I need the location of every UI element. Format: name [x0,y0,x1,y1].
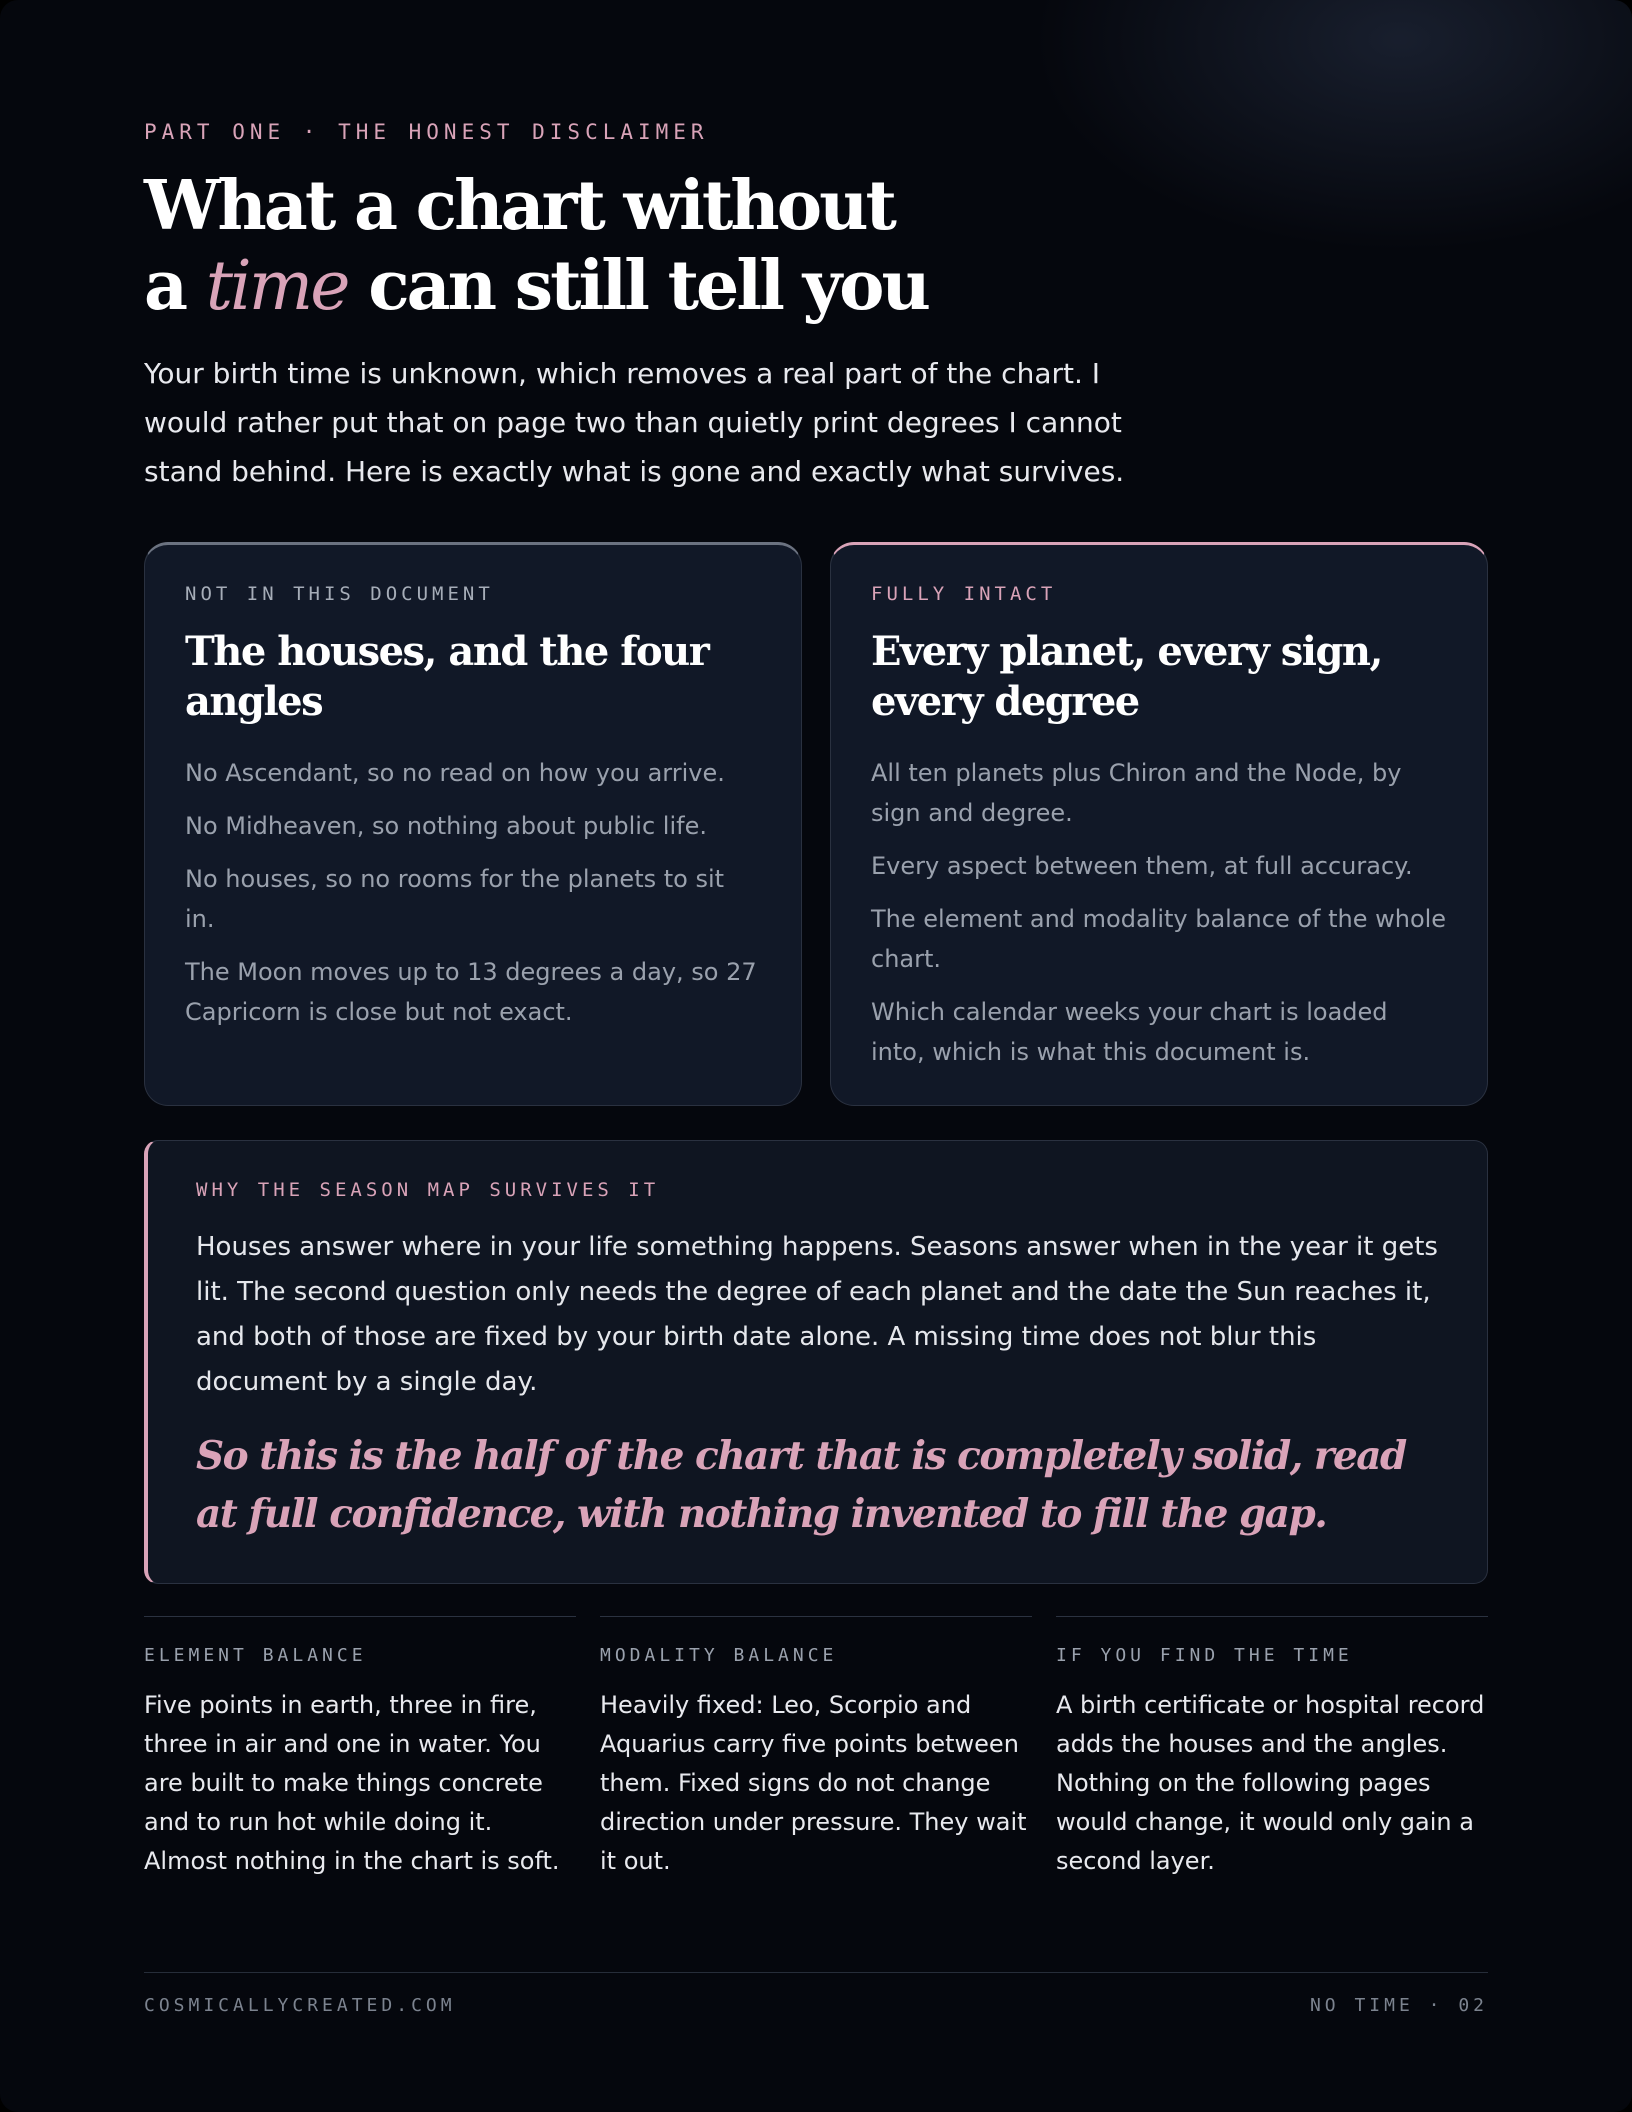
missing-card-label: NOT IN THIS DOCUMENT [185,583,494,605]
footer-page-number: NO TIME · 02 [1309,1995,1488,2016]
find-time-column [1056,1616,1488,1881]
column-text: Five points in earth, three in fire, three in air and one in water. You are built to make things concrete and to run hot while doing it. Almost nothing in the chart is soft. [144,1691,560,1875]
missing-card [144,542,802,1106]
title-line-1: What a chart without [144,166,894,246]
callout-pull-quote: So this is the half of the chart that is completely solid, read at full confidence, with nothing invented to fill the gap. [196,1433,1406,1537]
missing-item: No Midheaven, so nothing about public life. [185,812,707,840]
intact-card-label: FULLY INTACT [871,583,1057,605]
comparison-cards [144,542,1488,1106]
column-text: A birth certificate or hospital record adds the houses and the angles. Nothing on the following pages would change, it would only gain a second layer. [1056,1691,1485,1875]
modality-balance-column [600,1616,1032,1881]
intact-item: Every aspect between them, at full accuracy. [871,852,1413,880]
missing-card-title: The houses, and the four angles [185,628,709,725]
intact-item: Which calendar weeks your chart is loaded into, which is what this document is. [871,998,1388,1066]
missing-item: No Ascendant, so no read on how you arrive. [185,759,725,787]
intact-card [830,542,1488,1106]
callout-label: WHY THE SEASON MAP SURVIVES IT [196,1179,660,1201]
section-eyebrow: PART ONE · THE HONEST DISCLAIMER [144,120,709,144]
column-label: ELEMENT BALANCE [144,1645,367,1666]
page-footer [144,1972,1488,2016]
callout-body: Houses answer where in your life something happens. Seasons answer when in the year it gets lit. The second question only needs the degree of each planet and the date the Sun reaches it, and both of those are fixed by your birth date alone. A missing time does not blur this document by a single day. [196,1232,1438,1397]
intact-item: The element and modality balance of the whole chart. [871,905,1447,973]
element-balance-column [144,1616,576,1881]
intro-paragraph: Your birth time is unknown, which removes a real part of the chart. I would rather put that on page two than quietly print degrees I cannot stand behind. Here is exactly what is gone and exactly what survives. [144,357,1125,488]
title-line-2-prefix: a [144,246,206,326]
column-label: IF YOU FIND THE TIME [1056,1645,1353,1666]
intact-card-title: Every planet, every sign, every degree [871,628,1382,725]
missing-item: No houses, so no rooms for the planets to sit in. [185,865,725,933]
title-line-2-suffix: can still tell you [347,246,928,326]
page-title [144,166,1488,327]
intact-item: All ten planets plus Chiron and the Node, by sign and degree. [871,759,1402,827]
title-accent-word: time [205,247,348,326]
column-text: Heavily fixed: Leo, Scorpio and Aquarius carry five points between them. Fixed signs do not change direction under pressure. They wait it out. [600,1691,1027,1875]
balance-columns [144,1616,1488,1881]
footer-site: COSMICALLYCREATED.COM [144,1995,456,2016]
column-label: MODALITY BALANCE [600,1645,838,1666]
season-map-callout [144,1140,1488,1584]
missing-item: The Moon moves up to 13 degrees a day, so 27 Capricorn is close but not exact. [185,958,757,1026]
